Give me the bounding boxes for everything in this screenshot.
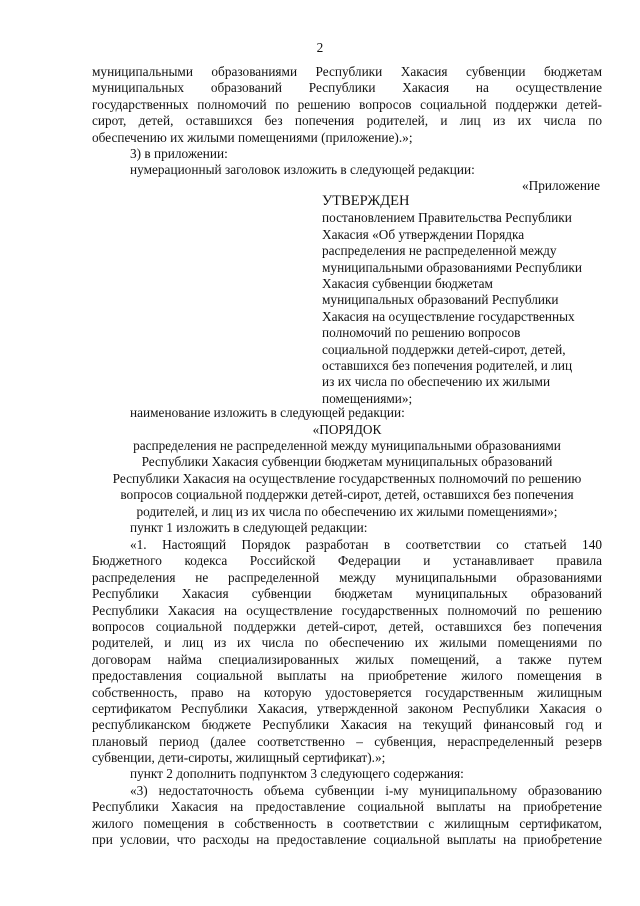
text-line: родителей, и лиц из их числа по обеспечению их жилыми помещениями по <box>92 635 602 651</box>
text-line: договорам найма специализированных жилых помещений, а также путем <box>92 651 602 667</box>
order-name-line: Республики Хакасия на осуществление государственных полномочий по решению <box>112 470 582 486</box>
approval-line: распределения не распределенной между <box>322 243 557 259</box>
approval-line: из их числа по обеспечению их жилыми <box>322 374 551 390</box>
text-line: республиканском бюджете Республики Хакасия на текущий финансовый год и <box>92 717 602 733</box>
point1-paragraph <box>92 537 602 767</box>
approval-line: муниципальными образованиями Республики <box>322 259 582 275</box>
intro-paragraph <box>92 64 602 146</box>
text-line: нумерационный заголовок изложить в следующей редакции: <box>130 162 475 178</box>
approval-line: помещениями»; <box>322 390 413 406</box>
order-name <box>92 438 602 520</box>
page-number: 2 <box>316 40 324 55</box>
text-line: муниципальными образованиями Республики Хакасия субвенции бюджетам <box>92 64 602 79</box>
text-line: жилого помещения в собственность в соответствии с жилищным сертификатом, <box>92 815 602 831</box>
approval-title: УТВЕРЖДЕН <box>322 193 410 209</box>
subpoint3-paragraph <box>92 783 602 849</box>
approval-line: Хакасия «Об утверждении Порядка <box>322 226 525 242</box>
text-line: плановый период (далее соответственно – субвенция, нераспределенный резерв <box>92 733 602 749</box>
text-line: Республики Хакасия субвенции бюджетам муниципальных образований <box>92 586 602 602</box>
text-line: субвенции, дети-сироты, жилищный сертификат).»; <box>92 750 386 766</box>
text-line: сертификатом Республики Хакасия, утвержденной законом Республики Хакасия о <box>92 701 602 717</box>
approval-line: Хакасия на осуществление государственных <box>322 308 575 324</box>
text-line: при условии, что расходы на предоставление социальной выплаты на приобретение <box>92 832 602 848</box>
text-line: Республики Хакасия на предоставление социальной выплаты на приобретение <box>92 799 602 815</box>
approval-line: оставшихся без попечения родителей, и лиц <box>322 358 573 374</box>
order-name-line: родителей, и лиц из их числа по обеспечению их жилыми помещениями»; <box>136 503 558 519</box>
text-line: обеспечению их жилыми помещениями (приложение).»; <box>92 129 413 145</box>
text-line: «1. Настоящий Порядок разработан в соответствии со статьей 140 <box>130 537 602 552</box>
text-line: государственных полномочий по решению вопросов социальной поддержки детей- <box>92 96 602 112</box>
point2-heading-line <box>92 766 602 782</box>
text-line: «3) недостаточность объема субвенции i-му муниципальному образованию <box>130 783 602 798</box>
name-heading-line <box>92 405 602 421</box>
approval-line: муниципальных образований Республики <box>322 292 559 308</box>
text-line: наименование изложить в следующей редакции: <box>130 405 405 420</box>
text-line: 3) в приложении: <box>130 146 228 161</box>
appendix-label: «Приложение <box>521 178 600 193</box>
text-line: сирот, детей, оставшихся без попечения родителей, и лиц из их числа по <box>92 113 602 129</box>
text-line: пункт 2 дополнить подпунктом 3 следующего содержания: <box>130 766 464 781</box>
approval-block <box>322 193 612 407</box>
text-line: муниципальных образований Республики Хакасия на осуществление <box>92 80 602 96</box>
text-line: предоставления социальной выплаты на приобретение жилого помещения в <box>92 668 602 684</box>
approval-line: постановлением Правительства Республики <box>322 210 572 226</box>
text-line: Бюджетного кодекса Российской Федерации и устанавливает правила <box>92 553 602 569</box>
order-title <box>92 422 602 438</box>
order-name-line: вопросов социальной поддержки детей-сирот, детей, оставшихся без попечения <box>120 487 574 503</box>
approval-line: полномочий по решению вопросов <box>322 325 521 341</box>
order-title-text: «ПОРЯДОК <box>312 422 382 437</box>
text-line: собственность, право на которую удостоверяется государственным жилищным <box>92 684 602 700</box>
text-line: распределения не распределенной между муниципальными образованиями <box>92 569 602 585</box>
order-name-line: Республики Хакасия субвенции бюджетам муниципальных образований <box>141 454 553 470</box>
approval-line: Хакасия субвенции бюджетам <box>322 276 493 292</box>
approval-line: социальной поддержки детей-сирот, детей, <box>322 341 566 357</box>
item3-line <box>92 146 602 179</box>
point1-heading-line <box>92 520 602 536</box>
order-name-line: распределения не распределенной между муниципальными образованиями <box>133 438 561 453</box>
text-line: пункт 1 изложить в следующей редакции: <box>130 520 368 535</box>
text-line: вопросов социальной поддержки детей-сирот, детей, оставшихся без попечения <box>92 619 602 635</box>
text-line: Республики Хакасия на осуществление государственных полномочий по решению <box>92 602 602 618</box>
